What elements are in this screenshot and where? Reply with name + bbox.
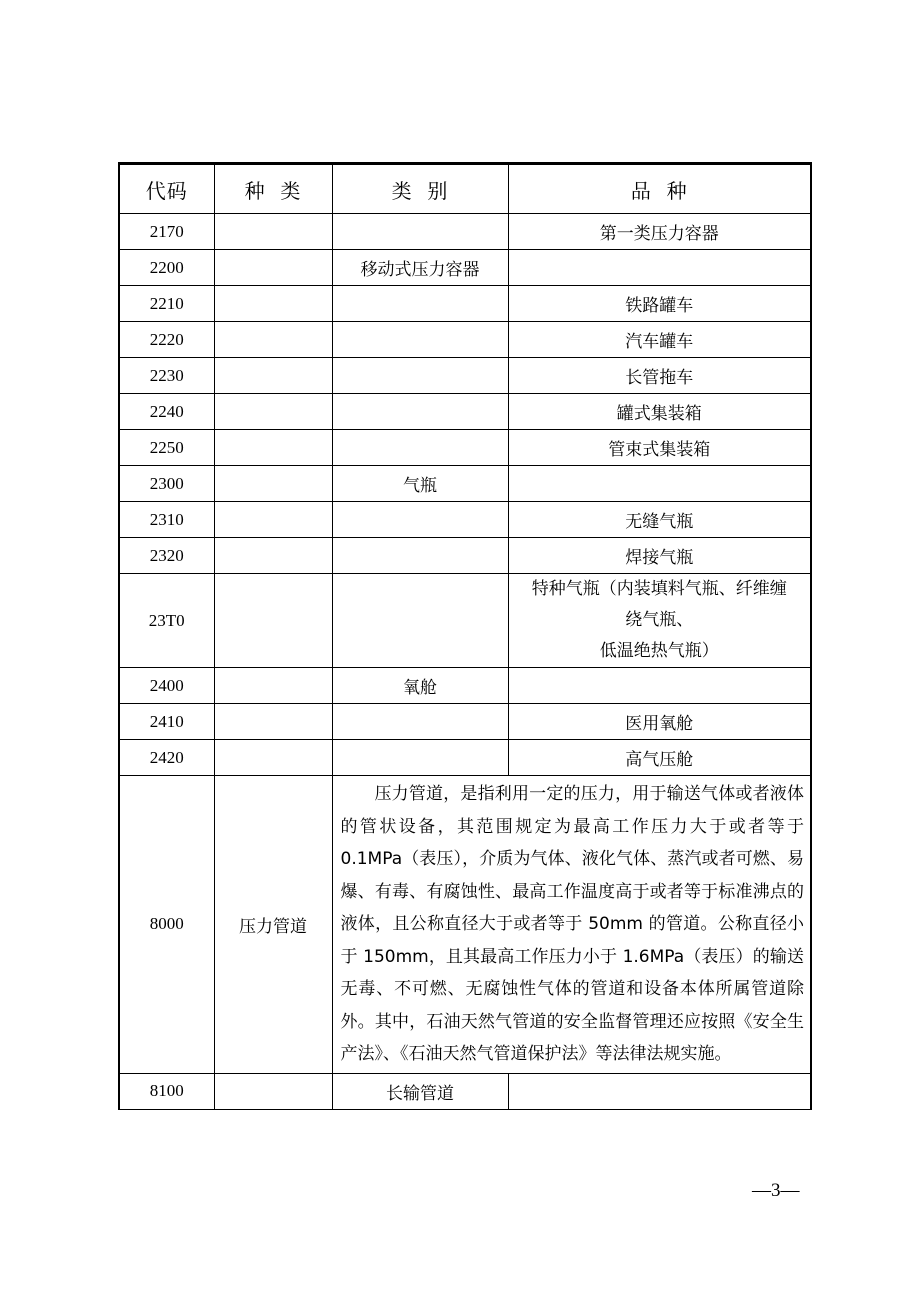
row-code: 2410: [119, 704, 214, 740]
row-variety: 管束式集装箱: [508, 430, 811, 466]
table-row: [119, 250, 811, 286]
row-category: 氧舱: [332, 668, 508, 704]
table-row: [119, 668, 811, 704]
table-header-row: [119, 164, 811, 214]
table-row: [119, 740, 811, 776]
row-category: [332, 704, 508, 740]
table-row: [119, 322, 811, 358]
row-kind: [214, 466, 332, 502]
pressure-pipeline-description: 压力管道，是指利用一定的压力，用于输送气体或者液体的管状设备，其范围规定为最高工作压力大于或者等于 0.1MPa（表压），介质为气体、液化气体、蒸汽或者可燃、易爆、有毒、有腐蚀性、最高工作温度高于或者等于标准沸点的液体，且公称直径大于或者等于 50mm 的管道。公称直径小于 150mm，且其最高工作压力小于 1.6MPa（表压）的输送无毒、不可燃、无腐蚀性气体的管道和设备本体所属管道除外。其中，石油天然气管道的安全监督管理还应按照《安全生产法》、《石油天然气管道保护法》等法律法规实施。: [340, 784, 804, 1064]
row-code: 8100: [119, 1073, 214, 1109]
table-row: [119, 466, 811, 502]
variety-line: 特种气瓶（内装填料气瓶、纤维缠: [531, 579, 787, 599]
row-description-cell: [332, 776, 811, 1074]
row-variety: 医用氧舱: [508, 704, 811, 740]
table-row: [119, 776, 811, 1074]
row-variety: 焊接气瓶: [508, 538, 811, 574]
row-code: 23T0: [119, 574, 214, 668]
row-variety: 铁路罐车: [508, 286, 811, 322]
table-row: [119, 394, 811, 430]
row-code: 8000: [119, 776, 214, 1074]
row-kind: [214, 214, 332, 250]
row-variety: 长管拖车: [508, 358, 811, 394]
row-code: 2400: [119, 668, 214, 704]
row-kind: 压力管道: [214, 776, 332, 1074]
row-variety: 第一类压力容器: [508, 214, 811, 250]
row-code: 2170: [119, 214, 214, 250]
row-code: 2240: [119, 394, 214, 430]
row-kind: [214, 538, 332, 574]
table-row: [119, 574, 811, 668]
row-category: [332, 358, 508, 394]
variety-line: 绕气瓶、: [625, 610, 694, 630]
table-row: [119, 358, 811, 394]
header-category: 类 别: [332, 164, 508, 214]
table-row: [119, 214, 811, 250]
table-row: [119, 704, 811, 740]
table-row: [119, 502, 811, 538]
row-variety: [508, 1073, 811, 1109]
row-kind: [214, 704, 332, 740]
row-category: [332, 430, 508, 466]
row-kind: [214, 574, 332, 668]
row-kind: [214, 1073, 332, 1109]
row-kind: [214, 358, 332, 394]
table-row: [119, 430, 811, 466]
header-code: 代码: [119, 164, 214, 214]
row-category: [332, 286, 508, 322]
row-code: 2230: [119, 358, 214, 394]
row-code: 2420: [119, 740, 214, 776]
row-kind: [214, 250, 332, 286]
table-row: [119, 1073, 811, 1109]
row-category: [332, 538, 508, 574]
header-kind: 种 类: [214, 164, 332, 214]
row-code: 2250: [119, 430, 214, 466]
row-variety: [508, 250, 811, 286]
variety-line: 低温绝热气瓶）: [599, 641, 719, 661]
variety-multiline: [509, 574, 811, 667]
row-code: 2220: [119, 322, 214, 358]
row-variety: 高气压舱: [508, 740, 811, 776]
row-code: 2300: [119, 466, 214, 502]
row-code: 2200: [119, 250, 214, 286]
row-kind: [214, 430, 332, 466]
row-code: 2210: [119, 286, 214, 322]
row-category: [332, 214, 508, 250]
row-kind: [214, 394, 332, 430]
row-kind: [214, 740, 332, 776]
row-variety: 罐式集装箱: [508, 394, 811, 430]
row-kind: [214, 322, 332, 358]
row-kind: [214, 502, 332, 538]
row-category: 长输管道: [332, 1073, 508, 1109]
row-code: 2320: [119, 538, 214, 574]
table-row: [119, 286, 811, 322]
row-variety: [508, 574, 811, 668]
page-number: —3—: [752, 1180, 800, 1201]
equipment-catalog-table: [118, 162, 812, 1110]
row-variety: [508, 668, 811, 704]
header-variety: 品 种: [508, 164, 811, 214]
row-variety: 无缝气瓶: [508, 502, 811, 538]
row-variety: [508, 466, 811, 502]
table-row: [119, 538, 811, 574]
row-category: [332, 322, 508, 358]
row-variety: 汽车罐车: [508, 322, 811, 358]
row-category: [332, 502, 508, 538]
row-code: 2310: [119, 502, 214, 538]
row-category: [332, 394, 508, 430]
row-category: [332, 574, 508, 668]
row-kind: [214, 668, 332, 704]
row-category: [332, 740, 508, 776]
row-category: 气瓶: [332, 466, 508, 502]
row-kind: [214, 286, 332, 322]
row-category: 移动式压力容器: [332, 250, 508, 286]
